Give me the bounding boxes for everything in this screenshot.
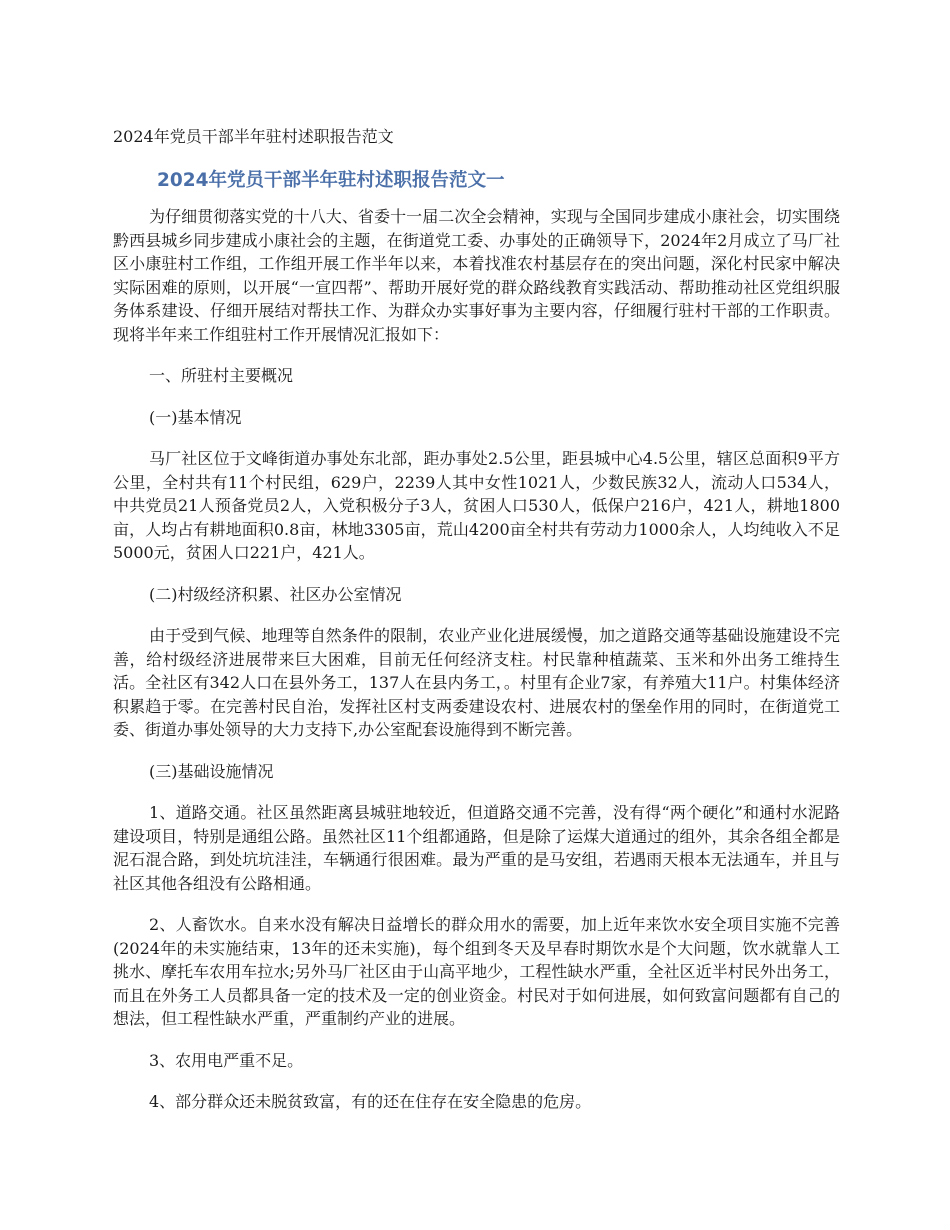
paragraph-intro: 为仔细贯彻落实党的十八大、省委十一届二次全会精神，实现与全国同步建成小康社会，切实围绕黔西县城乡同步建成小康社会的主题，在街道党工委、办事处的正确领导下，2024年2月成立了马厂社区小康驻村工作组，工作组开展工作半年以来，本着找准农村基层存在的突出问题，深化村民家中解决实际困难的原则，以开展“一宣四帮”、帮助开展好党的群众路线教育实践活动、帮助推动社区党组织服务体系建设、仔细开展结对帮扶工作、为群众办实事好事为主要内容，仔细履行驻村干部的工作职责。现将半年来工作组驻村工作开展情况汇报如下： [113, 207, 840, 344]
section-title: 2024年党员干部半年驻村述职报告范文一 [157, 170, 505, 191]
paragraph-roads: 1、道路交通。社区虽然距离县城驻地较近，但道路交通不完善，没有得“两个硬化”和通村水泥路建设项目，特别是通组公路。虽然社区11个组都通路，但是除了运煤大道通过的组外，其余各组全都是泥石混合路，到处坑坑洼洼，车辆通行很困难。最为严重的是马安组，若遇雨天根本无法通车，并且与社区其他各组没有公路相通。 [113, 803, 840, 893]
document-body [113, 205, 840, 1132]
paragraph-economy: 由于受到气候、地理等自然条件的限制，农业产业化进展缓慢，加之道路交通等基础设施建设不完善，给村级经济进展带来巨大困难，目前无任何经济支柱。村民靠种植蔬菜、玉米和外出务工维持生活。全社区有342人口在县外务工，137人在县内务工，。村里有企业7家，有养殖大11户。村集体经济积累趋于零。在完善村民自治，发挥社区村支两委建设农村、进展农村的堡垒作用的同时，在街道党工委、街道办事处领导的大力支持下,办公室配套设施得到不断完善。 [113, 626, 840, 739]
subheading-infrastructure: (三)基础设施情况 [149, 761, 274, 781]
item-poverty: 4、部分群众还未脱贫致富，有的还在住存在安全隐患的危房。 [149, 1092, 592, 1111]
subheading-basic-info: (一)基本情况 [149, 407, 242, 427]
paragraph-basic-info: 马厂社区位于文峰街道办事处东北部，距办事处2.5公里，距县城中心4.5公里，辖区总面积9平方公里，全村共有11个村民组，629户，2239人其中女性1021人，少数民族32人，流动人口534人，中共党员21人预备党员2人，入党积极分子3人，贫困人口530人，低保户216户，421人，耕地1800亩，人均占有耕地面积0.8亩，林地3305亩，荒山4200亩全村共有劳动力1000余人，人均纯收入不足5000元，贫困人口221户，421人。 [113, 449, 840, 562]
document-title: 2024年党员干部半年驻村述职报告范文 [113, 127, 394, 146]
subheading-economy: (二)村级经济积累、社区办公室情况 [149, 584, 402, 604]
item-electricity: 3、农用电严重不足。 [149, 1050, 304, 1070]
heading-overview: 一、所驻村主要概况 [149, 366, 294, 385]
paragraph-water: 2、人畜饮水。自来水没有解决日益增长的群众用水的需要，加上近年来饮水安全项目实施不完善(2024年的未实施结束，13年的还未实施)，每个组到冬天及早春时期饮水是个大问题，饮水就靠人工挑水、摩托车农用车拉水;另外马厂社区由于山高平地少，工程性缺水严重，全社区近半村民外出务工，而且在外务工人员都具备一定的技术及一定的创业资金。村民对于如何进展，如何致富问题都有自己的想法，但工程性缺水严重，严重制约产业的进展。 [113, 915, 840, 1028]
